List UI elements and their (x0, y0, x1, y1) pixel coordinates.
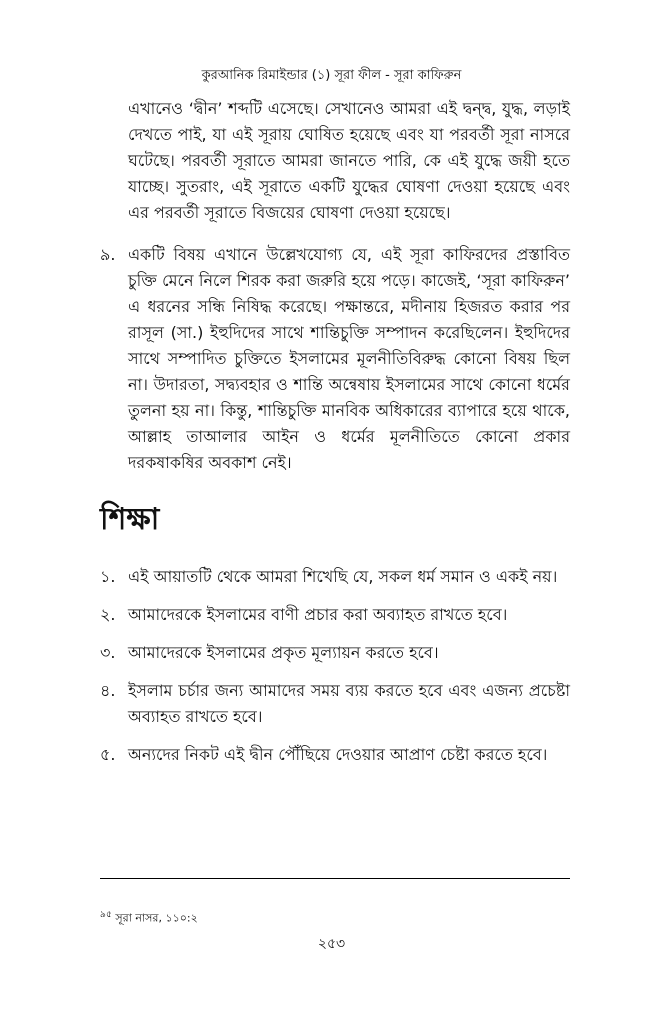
lesson-text: আমাদেরকে ইসলামের প্রকৃত মূল্যায়ন করতে হবে। (128, 643, 439, 662)
running-header: কুরআনিক রিমাইন্ডার (১) সূরা ফীল - সূরা কাফিরুন (201, 68, 462, 83)
lesson-number: ৪. (100, 681, 116, 700)
lesson-number: ২. (100, 605, 116, 624)
footnote-text: সূরা নাসর, ১১০:২ (115, 911, 198, 925)
lesson-number: ৫. (100, 745, 116, 764)
page-content (100, 96, 570, 780)
lesson-number: ১. (100, 567, 116, 586)
footnote-divider (100, 878, 570, 879)
lesson-text: অন্যদের নিকট এই দ্বীন পৌঁছিয়ে দেওয়ার আপ্রাণ চেষ্টা করতে হবে। (128, 745, 548, 764)
lesson-item (100, 640, 570, 666)
point-text: একটি বিষয় এখানে উল্লেখযোগ্য যে, এই সূরা কাফিরদের প্রস্তাবিত চুক্তি মেনে নিলে শিরক করা জরুরি হয়ে পড়ে। কাজেই, ‘সূরা কাফিরুন’ এ ধরনের সন্ধি নিষিদ্ধ করেছে। পক্ষান্তরে, মদীনায় হিজরত করার পর রাসূল (সা.) ইহুদিদের সাথে শান্তিচুক্তি সম্পাদন করেছিলেন। ইহুদিদের সাথে সম্পাদিত চুক্তিতে ইসলামের মূলনীতিবিরুদ্ধ কোনো বিষয় ছিল না। উদারতা, সদ্ব্যবহার ও শান্তি অন্বেষায় ইসলামের সাথে কোনো ধর্মের তুলনা হয় না। কিন্তু, শান্তিচুক্তি মানবিক অধিকারের ব্যাপারে হয়ে থাকে, আল্লাহ তাআলার আইন ও ধর্মের মূলনীতিতে কোনো প্রকার দরকষাকষির অবকাশ নেই। (128, 245, 570, 472)
page-number: ২৫৩ (317, 936, 346, 952)
lesson-item (100, 742, 570, 768)
numbered-point (100, 242, 570, 476)
footnote-marker: ৯৫ (100, 909, 112, 920)
lessons-list (100, 564, 570, 768)
lesson-text: আমাদেরকে ইসলামের বাণী প্রচার করা অব্যাহত রাখতে হবে। (128, 605, 508, 624)
point-number: ৯. (100, 245, 116, 264)
lesson-number: ৩. (100, 643, 116, 662)
lesson-item (100, 602, 570, 628)
lesson-item (100, 564, 570, 590)
numbered-points (100, 242, 570, 476)
section-heading: শিক্ষা (100, 502, 160, 537)
footnote (100, 906, 570, 928)
lesson-item (100, 678, 570, 730)
lesson-text: এই আয়াতটি থেকে আমরা শিখেছি যে, সকল ধর্ম সমান ও একই নয়। (128, 567, 558, 586)
lesson-text: ইসলাম চর্চার জন্য আমাদের সময় ব্যয় করতে হবে এবং এজন্য প্রচেষ্টা অব্যাহত রাখতে হবে। (128, 681, 570, 726)
continuation-paragraph: এখানেও ‘দ্বীন’ শব্দটি এসেছে। সেখানেও আমরা এই দ্বন্দ্ব, যুদ্ধ, লড়াই দেখতে পাই, যা এই সূরায় ঘোষিত হয়েছে এবং যা পরবর্তী সূরা নাসরে ঘটেছে। পরবর্তী সূরাতে আমরা জানতে পারি, কে এই যুদ্ধে জয়ী হতে যাচ্ছে। সুতরাং, এই সূরাতে একটি যুদ্ধের ঘোষণা দেওয়া হয়েছে এবং এর পরবর্তী সূরাতে বিজয়ের ঘোষণা দেওয়া হয়েছে। (128, 99, 570, 222)
